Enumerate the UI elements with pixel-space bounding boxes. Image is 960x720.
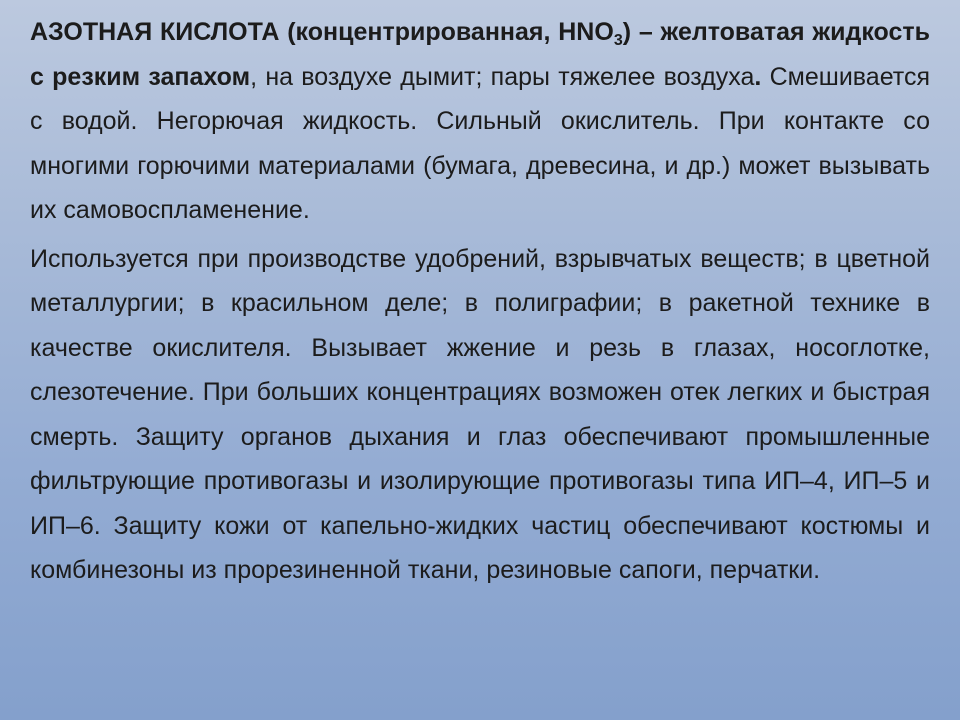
formula-subscript: 3: [613, 32, 623, 49]
properties-text-2: Смешивается с водой. Негорючая жидкость. Сильный окислитель. При контакте со многими горючими материалами (бумага, древесина, и др.) может вызывать их самовоспламенение.: [30, 62, 930, 224]
paragraph-properties: [30, 10, 930, 233]
paragraph-usage-safety: Используется при производстве удобрений, взрывчатых веществ; в цветной металлургии; в красильном деле; в полиграфии; в ракетной технике в качестве окислителя. Вызывает жжение и резь в глазах, носоглотке, слезотечение. При больших концентрациях возможен отек легких и быстрая смерть. Защиту органов дыхания и глаз обеспечивают промышленные фильтрующие противогазы и изолирующие противогазы типа ИП–4, ИП–5 и ИП–6. Защиту кожи от капельно-жидких частиц обеспечивают костюмы и комбинезоны из прорезиненной ткани, резиновые сапоги, перчатки.: [30, 244, 930, 584]
appearance-description: ) – желтоватая жидкость с резким запахом: [30, 18, 931, 91]
concentration-note: (концентрированная, HNO: [279, 18, 614, 46]
acid-name-heading: АЗОТНАЯ КИСЛОТА: [30, 18, 280, 46]
properties-text-1: , на воздухе дымит; пары тяжелее воздуха: [250, 62, 755, 91]
bold-period: .: [754, 62, 762, 91]
slide-text-body: [30, 10, 930, 593]
